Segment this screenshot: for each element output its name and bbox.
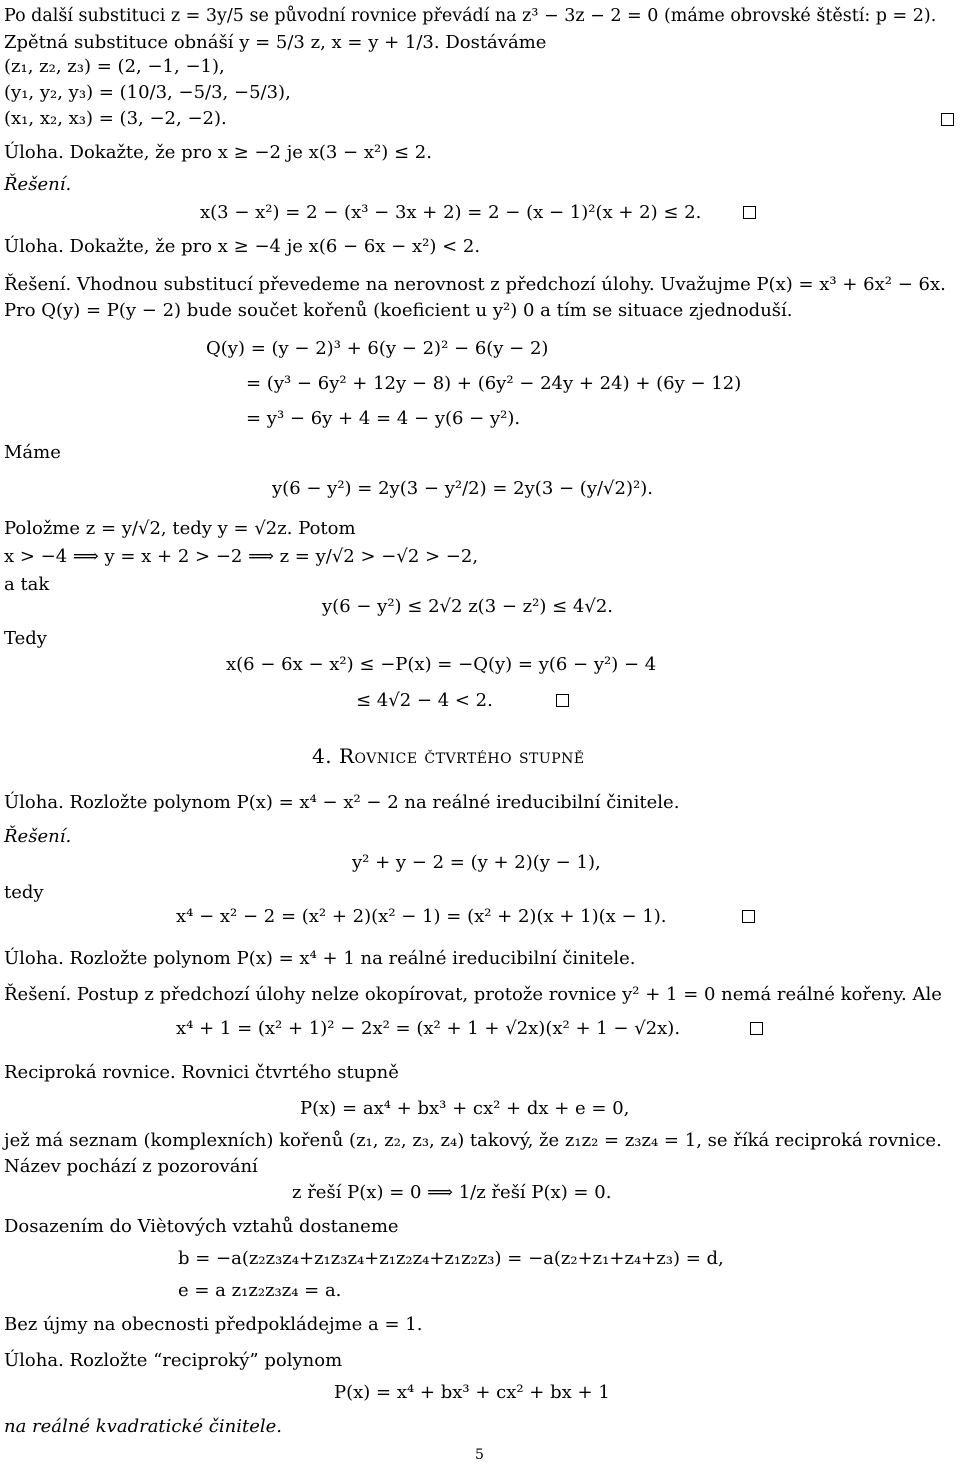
equation: x(6 − 6x − x²) ≤ −P(x) = −Q(y) = y(6 − y²) − 4 [226, 654, 657, 675]
text-line: Název pochází z pozorování [4, 1156, 258, 1177]
equation: y(6 − y²) ≤ 2√2 z(3 − z²) ≤ 4√2. [322, 596, 614, 617]
equation: P(x) = x⁴ + bx³ + cx² + bx + 1 [334, 1382, 610, 1403]
task-line: Úloha. Rozložte “reciproký” polynom [4, 1350, 343, 1371]
equation: = (y³ − 6y² + 12y − 8) + (6y² − 24y + 24) + (6y − 12) [246, 373, 742, 394]
solution-label: Řešení. [4, 174, 72, 195]
text-line: Řešení. Postup z předchozí úlohy nelze okopírovat, protože rovnice y² + 1 = 0 nemá reálné kořeny. Ale [4, 984, 942, 1005]
text-line: Máme [4, 442, 61, 463]
equation: x(3 − x²) = 2 − (x³ − 3x + 2) = 2 − (x − 1)²(x + 2) ≤ 2. [200, 202, 702, 223]
equation: x⁴ − x² − 2 = (x² + 2)(x² − 1) = (x² + 2)(x + 1)(x − 1). [176, 906, 667, 927]
qed-symbol [750, 1022, 763, 1035]
text-line: Řešení. Vhodnou substitucí převedeme na nerovnost z předchozí úlohy. Uvažujme P(x) = x³ + 6x² − 6x. [4, 274, 946, 295]
equation: b = −a(z₂z₃z₄+z₁z₃z₄+z₁z₂z₄+z₁z₂z₃) = −a(z₂+z₁+z₄+z₃) = d, [178, 1248, 724, 1269]
equation: P(x) = ax⁴ + bx³ + cx² + dx + e = 0, [300, 1098, 630, 1119]
task-line: Úloha. Dokažte, že pro x ≥ −2 je x(3 − x²) ≤ 2. [4, 142, 432, 163]
text-line: Tedy [4, 628, 47, 649]
equation: y² + y − 2 = (y + 2)(y − 1), [352, 852, 601, 873]
text-line: x > −4 ⟹ y = x + 2 > −2 ⟹ z = y/√2 > −√2 > −2, [4, 546, 479, 567]
qed-symbol [556, 694, 569, 707]
text-line: (x₁, x₂, x₃) = (3, −2, −2). [4, 108, 227, 129]
text-line: a tak [4, 574, 50, 595]
text-line: Položme z = y/√2, tedy y = √2z. Potom [4, 518, 356, 539]
qed-symbol [941, 113, 954, 126]
text-line: na reálné kvadratické činitele. [4, 1416, 282, 1437]
qed-symbol [743, 206, 756, 219]
text-line: (z₁, z₂, z₃) = (2, −1, −1), [4, 56, 225, 77]
text-line: Bez újmy na obecnosti předpokládejme a = 1. [4, 1314, 423, 1335]
text-line: (y₁, y₂, y₃) = (10/3, −5/3, −5/3), [4, 82, 291, 103]
text-line: tedy [4, 882, 44, 903]
text-line: Po další substituci z = 3y/5 se původní rovnice převádí na z³ − 3z − 2 = 0 (máme obrovské štěstí: p = 2). [4, 6, 937, 26]
page-number: 5 [475, 1447, 484, 1463]
equation: z řeší P(x) = 0 ⟹ 1/z řeší P(x) = 0. [292, 1182, 612, 1203]
task-line: Úloha. Rozložte polynom P(x) = x⁴ + 1 na reálné ireducibilní činitele. [4, 948, 636, 969]
equation: = y³ − 6y + 4 = 4 − y(6 − y²). [246, 408, 521, 429]
paragraph-heading: Reciproká rovnice. Rovnici čtvrtého stupně [4, 1062, 399, 1083]
task-line: Úloha. Dokažte, že pro x ≥ −4 je x(6 − 6x − x²) < 2. [4, 236, 481, 257]
equation: x⁴ + 1 = (x² + 1)² − 2x² = (x² + 1 + √2x)(x² + 1 − √2x). [176, 1018, 681, 1039]
equation: ≤ 4√2 − 4 < 2. [356, 690, 493, 711]
equation: e = a z₁z₂z₃z₄ = a. [178, 1280, 342, 1301]
text-line: jež má seznam (komplexních) kořenů (z₁, z₂, z₃, z₄) takový, že z₁z₂ = z₃z₄ = 1, se říká reciproká rovnice. [4, 1130, 942, 1151]
equation: Q(y) = (y − 2)³ + 6(y − 2)² − 6(y − 2) [206, 338, 549, 359]
qed-symbol [742, 910, 755, 923]
text-line: Dosazením do Viètových vztahů dostaneme [4, 1216, 399, 1237]
section-heading: 4. Rovnice čtvrtého stupně [312, 744, 585, 768]
task-line: Úloha. Rozložte polynom P(x) = x⁴ − x² − 2 na reálné ireducibilní činitele. [4, 792, 680, 813]
text-line: Zpětná substituce obnáší y = 5/3 z, x = y + 1/3. Dostáváme [4, 32, 547, 53]
solution-label: Řešení. [4, 826, 72, 847]
equation: y(6 − y²) = 2y(3 − y²/2) = 2y(3 − (y/√2)²). [272, 478, 653, 499]
text-line: Pro Q(y) = P(y − 2) bude součet kořenů (koeficient u y²) 0 a tím se situace zjednoduší. [4, 300, 793, 321]
